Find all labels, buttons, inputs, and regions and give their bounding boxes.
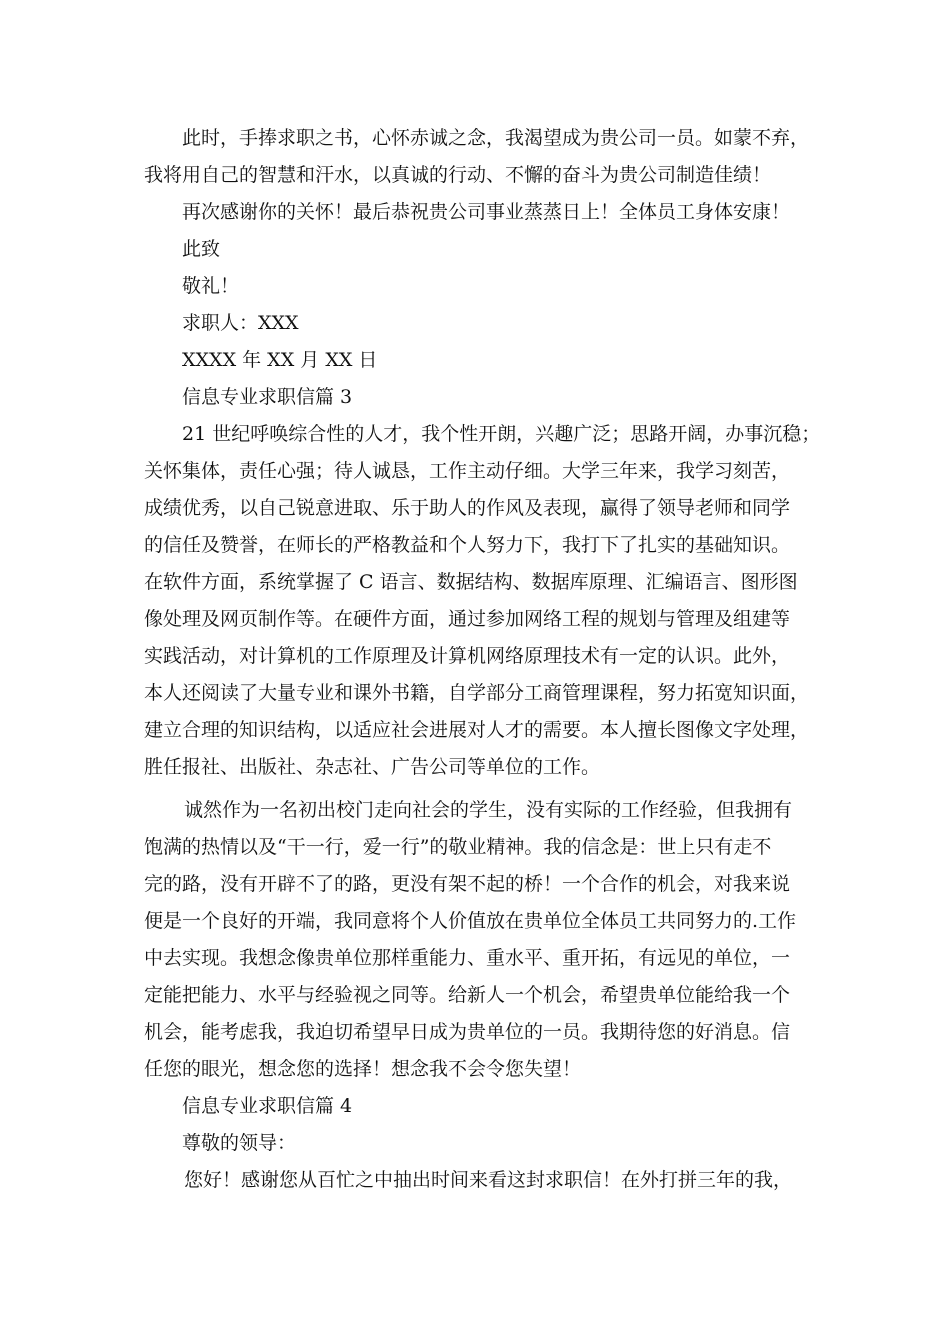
paragraph-line: 饱满的热情以及“干一行，爱一行”的敬业精神。我的信念是：世上只有走不	[144, 836, 772, 858]
paragraph-line: 本人还阅读了大量专业和课外书籍，自学部分工商管理课程，努力拓宽知识面，	[144, 682, 810, 704]
paragraph-line: 定能把能力、水平与经验视之同等。给新人一个机会，希望贵单位能给我一个	[144, 984, 791, 1006]
paragraph-line: 胜任报社、出版社、杂志社、广告公司等单位的工作。	[144, 756, 601, 778]
paragraph-line: 诚然作为一名初出校门走向社会的学生，没有实际的工作经验，但我拥有	[184, 799, 793, 821]
section-heading: 信息专业求职信篇 3	[182, 386, 353, 408]
paragraph-line: 中去实现。我想念像贵单位那样重能力、重水平、重开拓，有远见的单位，一	[144, 947, 791, 969]
paragraph-line: 便是一个良好的开端，我同意将个人价值放在贵单位全体员工共同努力的.工作	[144, 910, 797, 932]
paragraph-line: 实践活动，对计算机的工作原理及计算机网络原理技术有一定的认识。此外，	[144, 645, 791, 667]
paragraph-line: 关怀集体，责任心强；待人诚恳，工作主动仔细。大学三年来，我学习刻苦，	[144, 460, 791, 482]
paragraph-line: 此时，手捧求职之书，心怀赤诚之念，我渴望成为贵公司一员。如蒙不弃，	[182, 127, 810, 149]
paragraph-line: 您好！感谢您从百忙之中抽出时间来看这封求职信！在外打拼三年的我，	[184, 1169, 793, 1191]
closing-regards: 敬礼！	[182, 275, 240, 297]
applicant-signature: 求职人：XXX	[182, 312, 299, 334]
paragraph-line: 像处理及网页制作等。在硬件方面，通过参加网络工程的规划与管理及组建等	[144, 608, 791, 630]
paragraph-line: 机会，能考虑我，我迫切希望早日成为贵单位的一员。我期待您的好消息。信	[144, 1021, 791, 1043]
paragraph-line: 任您的眼光，想念您的选择！想念我不会令您失望！	[144, 1058, 582, 1080]
paragraph-line: 在软件方面，系统掌握了 C 语言、数据结构、数据库原理、汇编语言、图形图	[144, 571, 798, 593]
letter-date: XXXX 年 XX 月 XX 日	[182, 349, 378, 371]
paragraph-line: 完的路，没有开辟不了的路，更没有架不起的桥！一个合作的机会，对我来说	[144, 873, 791, 895]
section-heading: 信息专业求职信篇 4	[182, 1095, 353, 1117]
paragraph-line: 21 世纪呼唤综合性的人才，我个性开朗，兴趣广泛；思路开阔，办事沉稳；	[182, 423, 821, 445]
letter-greeting: 尊敬的领导：	[182, 1132, 297, 1154]
document-body	[144, 120, 824, 1199]
paragraph-line: 的信任及赞誉，在师长的严格教益和个人努力下，我打下了扎实的基础知识。	[144, 534, 791, 556]
paragraph-line: 建立合理的知识结构，以适应社会进展对人才的需要。本人擅长图像文字处理，	[144, 719, 810, 741]
paragraph-line: 我将用自己的智慧和汗水，以真诚的行动、不懈的奋斗为贵公司制造佳绩！	[144, 164, 772, 186]
closing-salutation: 此致	[182, 238, 221, 260]
paragraph-line: 成绩优秀，以自己锐意进取、乐于助人的作风及表现，赢得了领导老师和同学	[144, 497, 791, 519]
paragraph-line: 再次感谢你的关怀！最后恭祝贵公司事业蒸蒸日上！全体员工身体安康！	[182, 201, 791, 223]
